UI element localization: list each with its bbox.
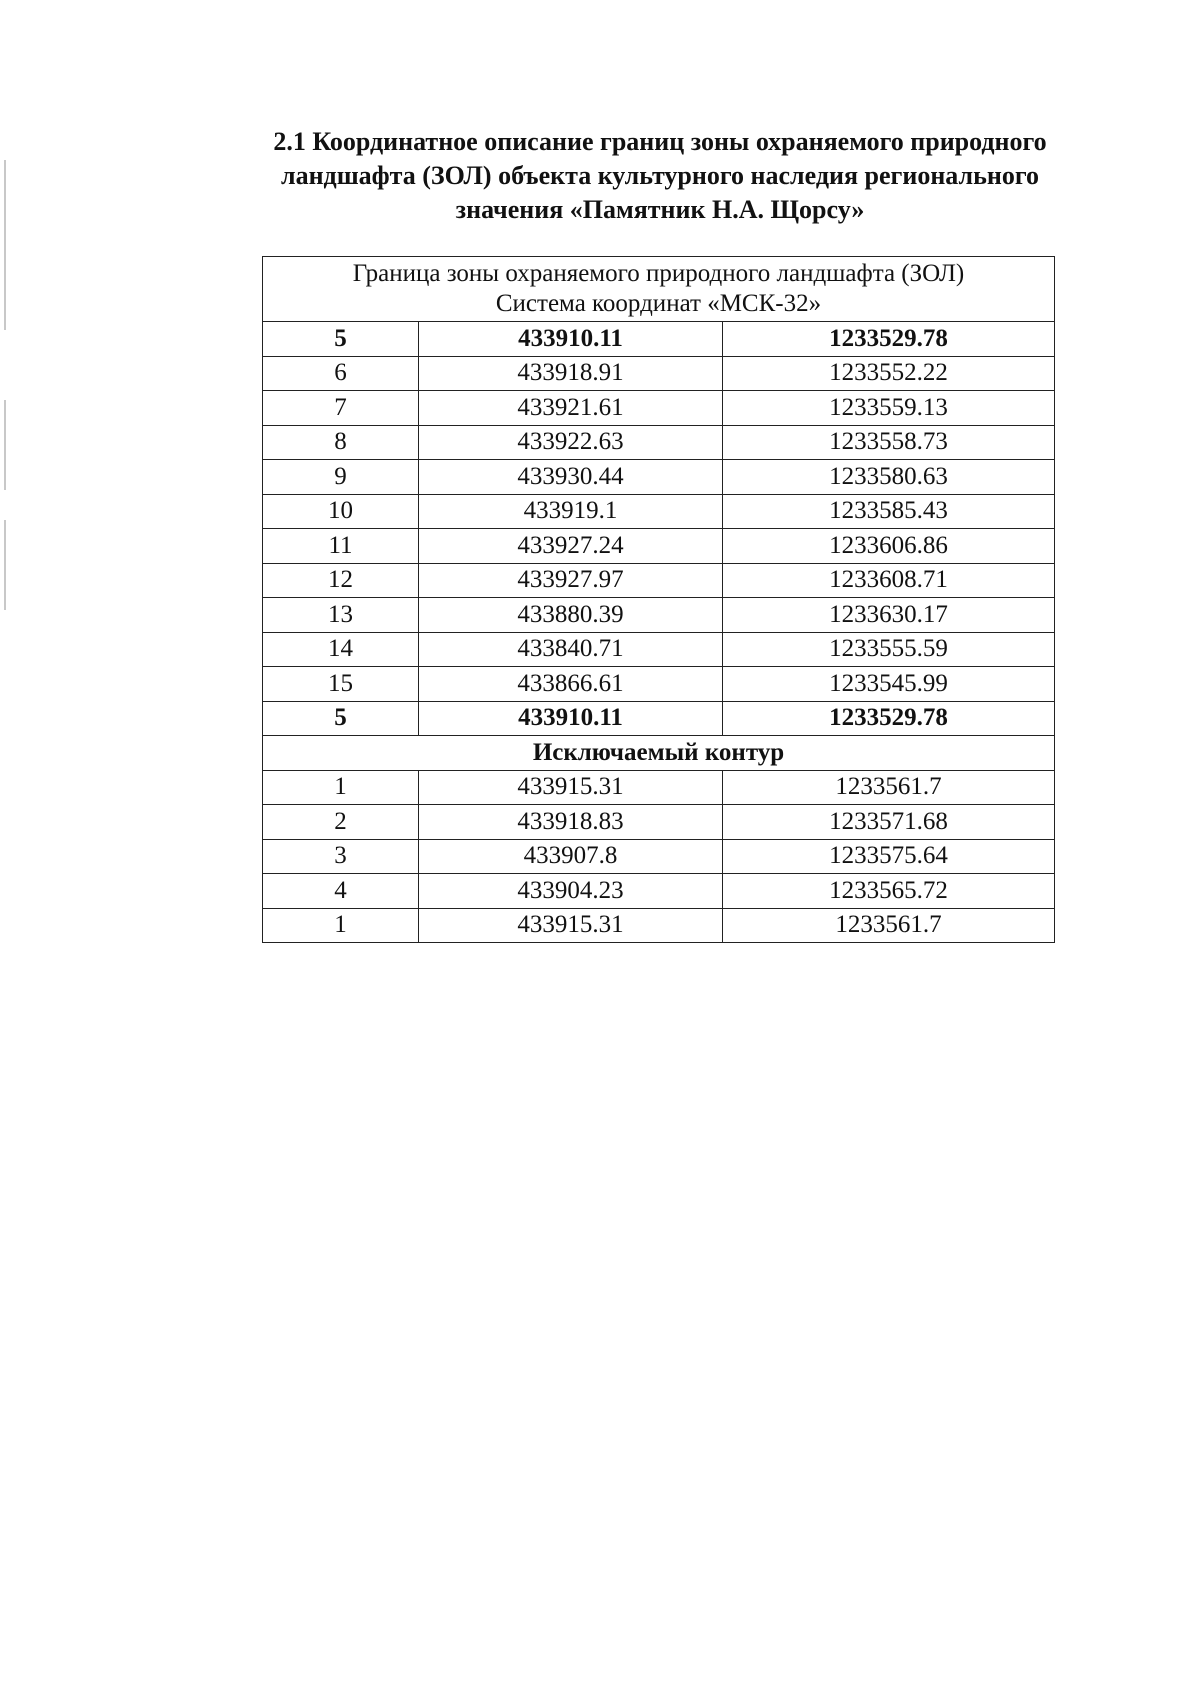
- point-number-cell: 5: [263, 701, 419, 736]
- table-row: [263, 667, 1055, 702]
- point-number-cell: 1: [263, 908, 419, 943]
- point-number-cell: 13: [263, 598, 419, 633]
- table-header-row: [263, 257, 1055, 322]
- table-row: [263, 701, 1055, 736]
- x-coordinate-cell: 433918.83: [419, 805, 723, 840]
- y-coordinate-cell: 1233559.13: [723, 391, 1055, 426]
- scan-edge-mark: [4, 160, 6, 330]
- table-header-title: Граница зоны охраняемого природного ландшафта (ЗОЛ): [352, 260, 965, 287]
- y-coordinate-cell: 1233630.17: [723, 598, 1055, 633]
- table-row: [263, 460, 1055, 495]
- heading-line: 2.1 Координатное описание границ зоны охраняемого природного: [273, 127, 1047, 156]
- coordinates-table: [262, 256, 1055, 943]
- table-row: [263, 425, 1055, 460]
- point-number-cell: 2: [263, 805, 419, 840]
- point-number-cell: 7: [263, 391, 419, 426]
- x-coordinate-cell: 433918.91: [419, 356, 723, 391]
- y-coordinate-cell: 1233545.99: [723, 667, 1055, 702]
- table-row: [263, 874, 1055, 909]
- x-coordinate-cell: 433915.31: [419, 770, 723, 805]
- scan-edge-mark: [4, 520, 6, 610]
- table-row: [263, 494, 1055, 529]
- point-number-cell: 15: [263, 667, 419, 702]
- y-coordinate-cell: 1233552.22: [723, 356, 1055, 391]
- y-coordinate-cell: 1233561.7: [723, 908, 1055, 943]
- point-number-cell: 8: [263, 425, 419, 460]
- table-row: [263, 598, 1055, 633]
- heading-line: ландшафта (ЗОЛ) объекта культурного наследия регионального: [280, 161, 1040, 190]
- y-coordinate-cell: 1233606.86: [723, 529, 1055, 564]
- x-coordinate-cell: 433927.97: [419, 563, 723, 598]
- table-row: [263, 322, 1055, 357]
- x-coordinate-cell: 433910.11: [419, 322, 723, 357]
- scan-edge-mark: [4, 400, 6, 490]
- table-row: [263, 805, 1055, 840]
- x-coordinate-cell: 433880.39: [419, 598, 723, 633]
- x-coordinate-cell: 433921.61: [419, 391, 723, 426]
- point-number-cell: 1: [263, 770, 419, 805]
- table-header-cell: [263, 257, 1055, 322]
- table-row: [263, 632, 1055, 667]
- x-coordinate-cell: 433840.71: [419, 632, 723, 667]
- heading-line: значения «Памятник Н.А. Щорсу»: [455, 195, 865, 224]
- y-coordinate-cell: 1233575.64: [723, 839, 1055, 874]
- table-header-coordinate-system: Система координат «МСК-32»: [495, 290, 822, 317]
- x-coordinate-cell: 433907.8: [419, 839, 723, 874]
- point-number-cell: 11: [263, 529, 419, 564]
- y-coordinate-cell: 1233555.59: [723, 632, 1055, 667]
- y-coordinate-cell: 1233571.68: [723, 805, 1055, 840]
- y-coordinate-cell: 1233608.71: [723, 563, 1055, 598]
- point-number-cell: 4: [263, 874, 419, 909]
- point-number-cell: 10: [263, 494, 419, 529]
- x-coordinate-cell: 433919.1: [419, 494, 723, 529]
- table-row: [263, 356, 1055, 391]
- table-row: [263, 908, 1055, 943]
- excluded-contour-row: [263, 736, 1055, 771]
- table-row: [263, 391, 1055, 426]
- y-coordinate-cell: 1233585.43: [723, 494, 1055, 529]
- x-coordinate-cell: 433915.31: [419, 908, 723, 943]
- point-number-cell: 12: [263, 563, 419, 598]
- y-coordinate-cell: 1233580.63: [723, 460, 1055, 495]
- point-number-cell: 14: [263, 632, 419, 667]
- x-coordinate-cell: 433866.61: [419, 667, 723, 702]
- table-row: [263, 563, 1055, 598]
- y-coordinate-cell: 1233529.78: [723, 322, 1055, 357]
- point-number-cell: 6: [263, 356, 419, 391]
- x-coordinate-cell: 433930.44: [419, 460, 723, 495]
- x-coordinate-cell: 433910.11: [419, 701, 723, 736]
- y-coordinate-cell: 1233565.72: [723, 874, 1055, 909]
- table-row: [263, 839, 1055, 874]
- x-coordinate-cell: 433927.24: [419, 529, 723, 564]
- excluded-contour-label: Исключаемый контур: [263, 736, 1055, 771]
- x-coordinate-cell: 433904.23: [419, 874, 723, 909]
- table-row: [263, 529, 1055, 564]
- document-heading: [230, 125, 1090, 227]
- y-coordinate-cell: 1233558.73: [723, 425, 1055, 460]
- x-coordinate-cell: 433922.63: [419, 425, 723, 460]
- point-number-cell: 5: [263, 322, 419, 357]
- y-coordinate-cell: 1233529.78: [723, 701, 1055, 736]
- y-coordinate-cell: 1233561.7: [723, 770, 1055, 805]
- point-number-cell: 3: [263, 839, 419, 874]
- table-row: [263, 770, 1055, 805]
- point-number-cell: 9: [263, 460, 419, 495]
